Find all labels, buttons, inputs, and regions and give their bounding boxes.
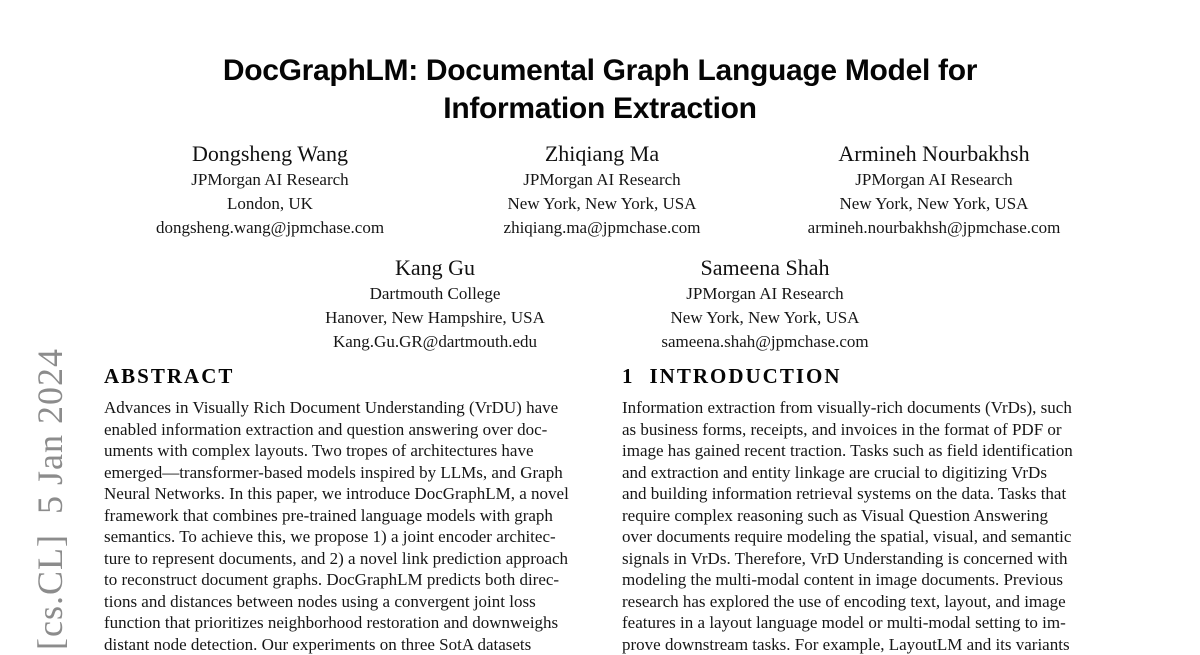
author-location: New York, New York, USA <box>768 192 1100 216</box>
introduction-heading <box>622 365 1098 387</box>
author-block <box>768 140 1100 240</box>
author-location: London, UK <box>104 192 436 216</box>
author-block <box>436 140 768 240</box>
author-name: Zhiqiang Ma <box>436 140 768 168</box>
abstract-line: distant node detection. Our experiments on three SotA datasets <box>104 634 578 655</box>
abstract-line: semantics. To achieve this, we propose 1) a joint encoder architec- <box>104 526 578 548</box>
author-affiliation: JPMorgan AI Research <box>104 168 436 192</box>
section-heading-text: INTRODUCTION <box>650 364 842 388</box>
introduction-line: as business forms, receipts, and invoices in the format of PDF or <box>622 419 1098 441</box>
author-email: dongsheng.wang@jpmchase.com <box>104 216 436 240</box>
abstract-line: function that prioritizes neighborhood restoration and downweighs <box>104 612 578 634</box>
abstract-line: emerged—transformer-based models inspired by LLMs, and Graph <box>104 462 578 484</box>
introduction-line: over documents require modeling the spatial, visual, and semantic <box>622 526 1098 548</box>
arxiv-watermark: [cs.CL] 5 Jan 2024 <box>30 310 70 650</box>
introduction-line: signals in VrDs. Therefore, VrD Understanding is concerned with <box>622 548 1098 570</box>
author-block <box>270 254 600 354</box>
author-affiliation: Dartmouth College <box>270 282 600 306</box>
abstract-line: to reconstruct document graphs. DocGraphLM predicts both direc- <box>104 569 578 591</box>
paper-title-line-1: DocGraphLM: Documental Graph Language Model for <box>0 52 1200 90</box>
paper-title <box>0 52 1200 128</box>
author-location: New York, New York, USA <box>600 306 930 330</box>
author-email: sameena.shah@jpmchase.com <box>600 330 930 354</box>
introduction-line: features in a layout language model or multi-modal setting to im- <box>622 612 1098 634</box>
introduction-section <box>622 365 1098 655</box>
author-email: armineh.nourbakhsh@jpmchase.com <box>768 216 1100 240</box>
section-number: 1 <box>622 364 633 388</box>
author-block <box>104 140 436 240</box>
author-location: New York, New York, USA <box>436 192 768 216</box>
author-name: Kang Gu <box>270 254 600 282</box>
author-affiliation: JPMorgan AI Research <box>600 282 930 306</box>
introduction-line: research has explored the use of encoding text, layout, and image <box>622 591 1098 613</box>
introduction-line: image has gained recent traction. Tasks such as field identification <box>622 440 1098 462</box>
abstract-heading: ABSTRACT <box>104 365 578 387</box>
introduction-line: prove downstream tasks. For example, LayoutLM and its variants <box>622 634 1098 655</box>
author-affiliation: JPMorgan AI Research <box>768 168 1100 192</box>
introduction-line: and building information retrieval systems on the data. Tasks that <box>622 483 1098 505</box>
author-affiliation: JPMorgan AI Research <box>436 168 768 192</box>
abstract-line: tions and distances between nodes using a convergent joint loss <box>104 591 578 613</box>
paper-title-line-2: Information Extraction <box>0 90 1200 128</box>
abstract-section <box>104 365 578 655</box>
abstract-line: ture to represent documents, and 2) a novel link prediction approach <box>104 548 578 570</box>
author-email: zhiqiang.ma@jpmchase.com <box>436 216 768 240</box>
introduction-line: require complex reasoning such as Visual Question Answering <box>622 505 1098 527</box>
authors-row-1 <box>104 140 1100 240</box>
abstract-line: Neural Networks. In this paper, we introduce DocGraphLM, a novel <box>104 483 578 505</box>
author-name: Dongsheng Wang <box>104 140 436 168</box>
abstract-line: Advances in Visually Rich Document Understanding (VrDU) have <box>104 397 578 419</box>
abstract-line: enabled information extraction and question answering over doc- <box>104 419 578 441</box>
author-name: Sameena Shah <box>600 254 930 282</box>
abstract-line: uments with complex layouts. Two tropes of architectures have <box>104 440 578 462</box>
author-location: Hanover, New Hampshire, USA <box>270 306 600 330</box>
author-block <box>600 254 930 354</box>
author-email: Kang.Gu.GR@dartmouth.edu <box>270 330 600 354</box>
abstract-line: framework that combines pre-trained language models with graph <box>104 505 578 527</box>
authors-row-2 <box>0 254 1200 354</box>
author-name: Armineh Nourbakhsh <box>768 140 1100 168</box>
introduction-line: Information extraction from visually-rich documents (VrDs), such <box>622 397 1098 419</box>
introduction-line: modeling the multi-modal content in image documents. Previous <box>622 569 1098 591</box>
introduction-line: and extraction and entity linkage are crucial to digitizing VrDs <box>622 462 1098 484</box>
